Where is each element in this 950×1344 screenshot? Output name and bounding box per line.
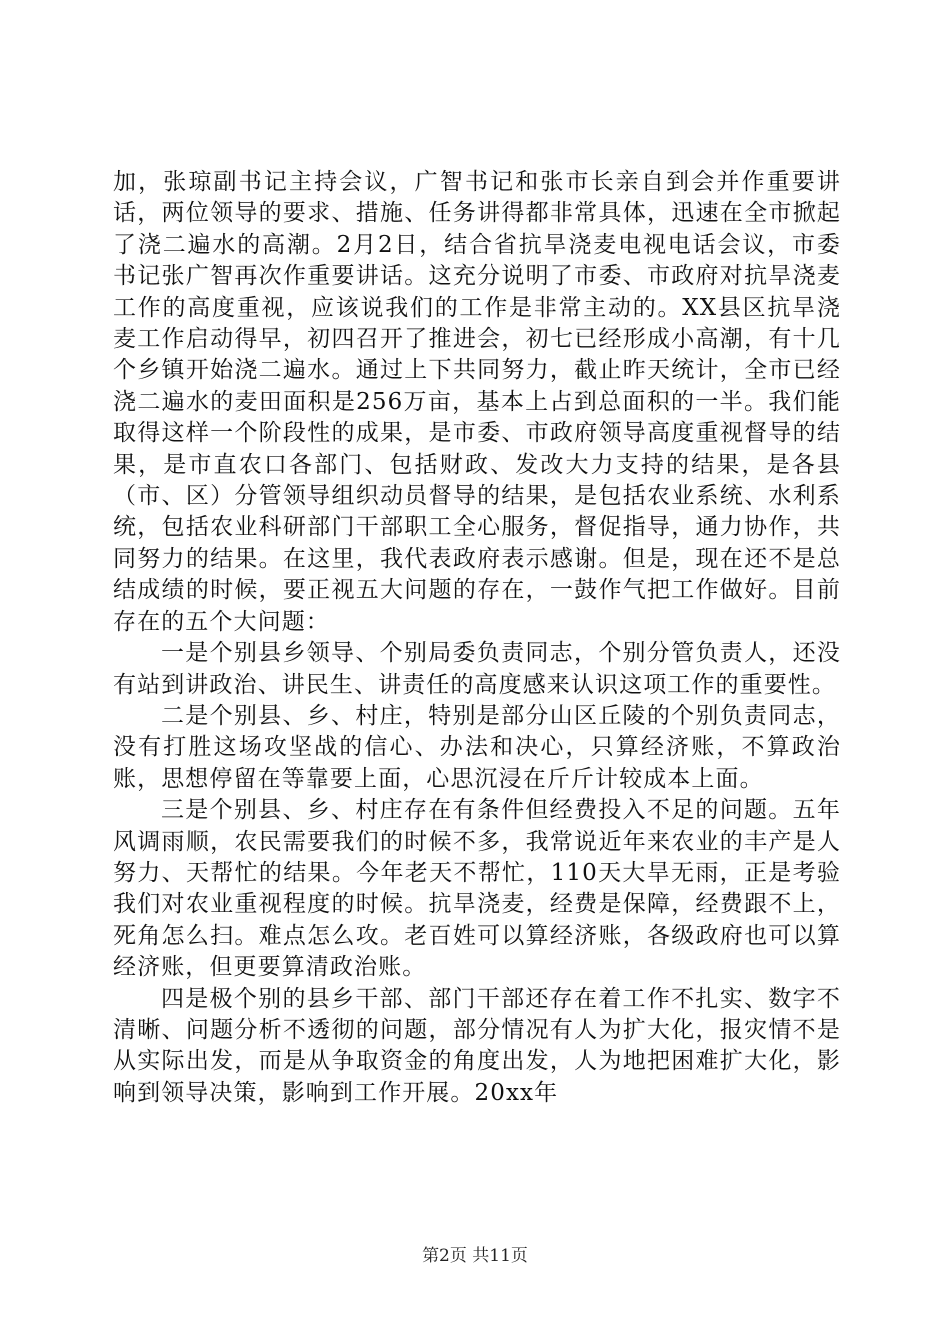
paragraph-problem-3: 三是个别县、乡、村庄存在有条件但经费投入不足的问题。五年风调雨顺，农民需要我们的时候不多，我常说近年来农业的丰产是人努力、天帮忙的结果。今年老天不帮忙，110天大旱无雨，正是考验我们对农业重视程度的时候。抗旱浇麦，经费是保障，经费跟不上，死角怎么扫。难点怎么攻。老百姓可以算经济账，各级政府也可以算经济账，但更要算清政治账。 [113, 797, 841, 981]
paragraph-problem-2: 二是个别县、乡、村庄，特别是部分山区丘陵的个别负责同志，没有打胜这场攻坚战的信心、办法和决心，只算经济账，不算政治账，思想停留在等靠要上面，心思沉浸在斤斤计较成本上面。 [113, 702, 841, 792]
paragraph-problem-1: 一是个别县乡领导、个别局委负责同志，个别分管负责人，还没有站到讲政治、讲民生、讲责任的高度感来认识这项工作的重要性。 [113, 640, 841, 698]
page-footer: 第2页 共11页 [422, 1246, 528, 1266]
paragraph-continued: 加，张琼副书记主持会议，广智书记和张市长亲自到会并作重要讲话，两位领导的要求、措施、任务讲得都非常具体，迅速在全市掀起了浇二遍水的高潮。2月2日，结合省抗旱浇麦电视电话会议，市委书记张广智再次作重要讲话。这充分说明了市委、市政府对抗旱浇麦工作的高度重视，应该说我们的工作是非常主动的。XX县区抗旱浇麦工作启动得早，初四召开了推进会，初七已经形成小高潮，有十几个乡镇开始浇二遍水。通过上下共同努力，截止昨天统计，全市已经浇二遍水的麦田面积是256万亩，基本上占到总面积的一半。我们能取得这样一个阶段性的成果，是市委、市政府领导高度重视督导的结果，是市直农口各部门、包括财政、发改大力支持的结果，是各县（市、区）分管领导组织动员督导的结果，是包括农业系统、水利系统，包括农业科研部门干部职工全心服务，督促指导，通力协作，共同努力的结果。在这里，我代表政府表示感谢。但是，现在还不是总结成绩的时候，要正视五大问题的存在，一鼓作气把工作做好。目前存在的五个大问题： [113, 169, 841, 635]
paragraph-problem-4: 四是极个别的县乡干部、部门干部还存在着工作不扎实、数字不清晰、问题分析不透彻的问题，部分情况有人为扩大化，报灾情不是从实际出发，而是从争取资金的角度出发，人为地把困难扩大化，影响到领导决策，影响到工作开展。20xx年 [113, 985, 841, 1106]
document-body [113, 167, 841, 1109]
